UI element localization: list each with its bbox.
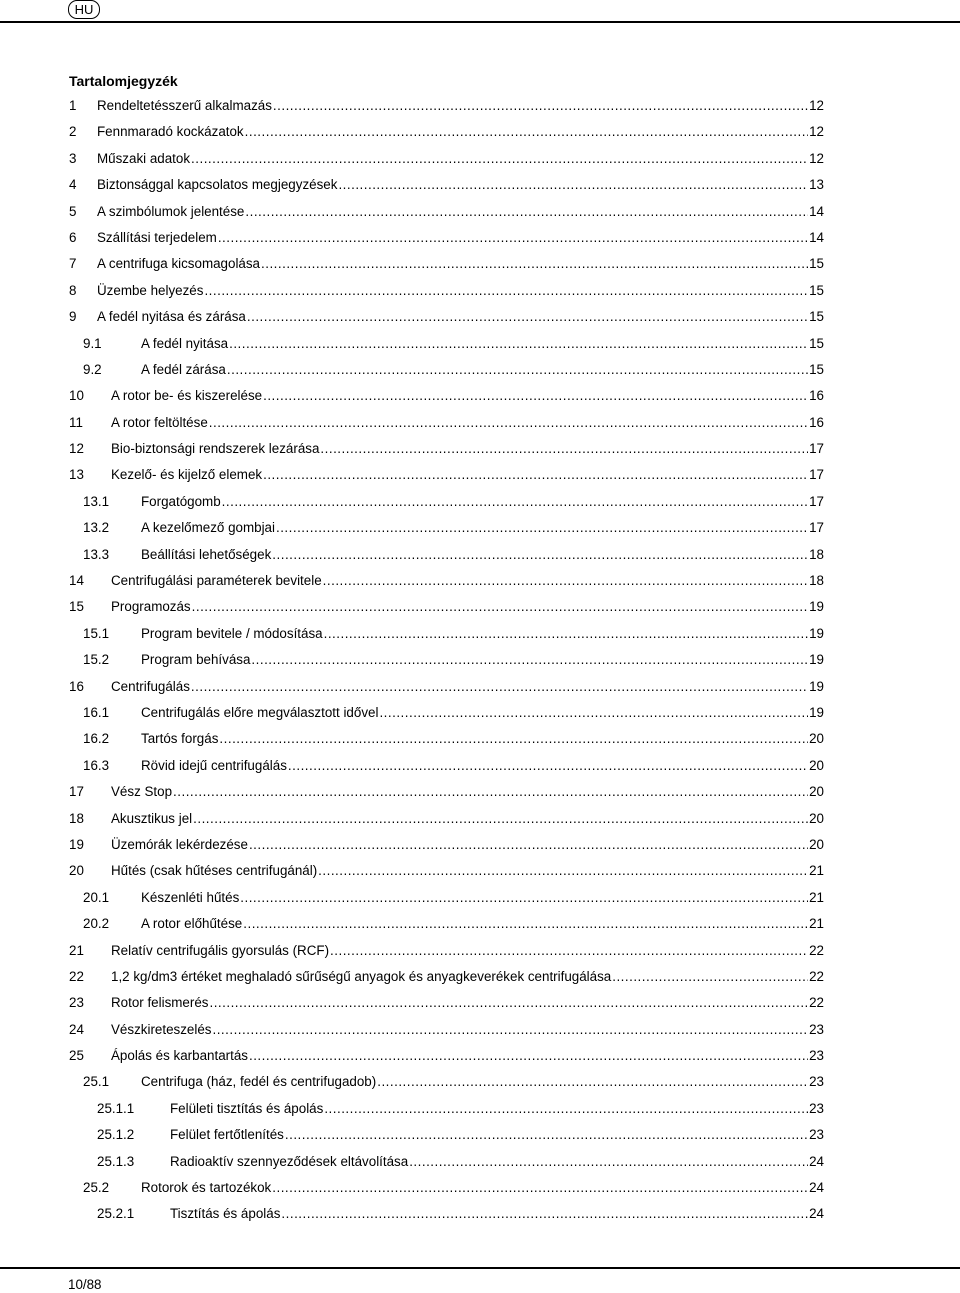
toc-entry-page: 22	[809, 995, 824, 1011]
toc-entry-number: 7	[69, 256, 77, 272]
toc-entry-label: Bio-biztonsági rendszerek lezárása	[111, 441, 320, 457]
toc-entry-page: 17	[809, 441, 824, 457]
toc-entry-label: Szállítási terjedelem	[97, 229, 217, 245]
toc-entry-page: 21	[809, 889, 824, 905]
toc-entry-number: 9	[69, 309, 77, 325]
toc-entry-page: 12	[809, 98, 824, 113]
toc-entry-page: 17	[809, 493, 824, 509]
toc-entry-page: 19	[809, 599, 824, 615]
toc-entry-number: 19	[69, 836, 84, 852]
toc-leader-dots	[318, 862, 808, 880]
toc-entry-page: 23	[809, 1074, 824, 1090]
toc-entry-label: Akusztikus jel	[111, 810, 193, 826]
toc-entry[interactable]	[0, 466, 960, 492]
toc-entry-number: 13.2	[83, 520, 110, 536]
toc-entry[interactable]	[0, 651, 960, 677]
toc-entry[interactable]	[0, 730, 960, 756]
toc-entry-page: 22	[809, 968, 824, 984]
toc-entry-page: 14	[809, 203, 824, 219]
toc-entry-label: Hűtés (csak hűtéses centrifugánál)	[111, 863, 318, 879]
toc-entry-page: 15	[809, 361, 824, 377]
toc-entry[interactable]	[0, 783, 960, 809]
footer-divider	[0, 1267, 960, 1269]
toc-entry[interactable]	[0, 150, 960, 176]
toc-entry-page: 12	[809, 124, 824, 140]
toc-entry-number: 25.1.1	[97, 1100, 135, 1116]
toc-leader-dots	[229, 335, 808, 353]
toc-entry-label: Beállítási lehetőségek	[141, 546, 272, 562]
toc-entry-label: A fedél zárása	[141, 361, 226, 377]
toc-entry-label: Centrifugálás előre megválasztott idővel	[141, 704, 379, 720]
toc-leader-dots	[209, 414, 808, 432]
toc-leader-dots	[193, 810, 808, 828]
toc-leader-dots	[409, 1153, 808, 1171]
toc-entry-label: A rotor feltöltése	[111, 414, 208, 430]
toc-entry-page: 18	[809, 573, 824, 589]
toc-entry-number: 16.1	[83, 704, 110, 720]
toc-leader-dots	[338, 176, 808, 194]
toc-entry-number: 17	[69, 784, 84, 800]
toc-entry-number: 21	[69, 942, 84, 958]
toc-entry-label: 1,2 kg/dm3 értéket meghaladó sűrűségű anyagok és anyagkeverékek centrifugálása	[111, 968, 612, 984]
toc-entry-label: A rotor előhűtése	[141, 916, 243, 932]
toc-entry-number: 25.1.3	[97, 1153, 135, 1169]
toc-entry-label: Rotor felismerés	[111, 995, 209, 1011]
toc-entry-number: 25.2.1	[97, 1206, 135, 1222]
toc-entry-label: Vész Stop	[111, 784, 173, 800]
toc-entry-label: Rotorok és tartozékok	[141, 1180, 272, 1196]
toc-entry[interactable]	[0, 255, 960, 281]
toc-entry-page: 20	[809, 757, 824, 773]
toc-entry-label: A centrifuga kicsomagolása	[97, 256, 261, 272]
toc-leader-dots	[192, 598, 808, 616]
toc-leader-dots	[227, 361, 808, 379]
toc-entry-label: Centrifugálási paraméterek bevitele	[111, 573, 322, 589]
toc-entry[interactable]	[0, 862, 960, 888]
toc-leader-dots	[173, 783, 808, 801]
toc-entry[interactable]	[0, 810, 960, 836]
toc-entry-page: 16	[809, 414, 824, 430]
toc-entry-page: 13	[809, 177, 824, 193]
toc-entry-label: Felületi tisztítás és ápolás	[170, 1100, 324, 1116]
toc-entry[interactable]	[0, 625, 960, 651]
toc-leader-dots	[272, 546, 808, 564]
toc-entry-number: 5	[69, 203, 77, 219]
toc-entry-number: 22	[69, 968, 84, 984]
toc-entry-label: Biztonsággal kapcsolatos megjegyzések	[97, 177, 338, 193]
toc-entry-page: 20	[809, 784, 824, 800]
toc-entry[interactable]	[0, 757, 960, 783]
toc-entry-page: 22	[809, 942, 824, 958]
toc-entry-label: Rendeltetésszerű alkalmazás	[97, 98, 272, 113]
toc-entry[interactable]	[0, 546, 960, 572]
toc-entry[interactable]	[0, 1126, 960, 1152]
toc-entry-label: Forgatógomb	[141, 493, 221, 509]
toc-entry[interactable]	[0, 915, 960, 941]
toc-leader-dots	[272, 1179, 808, 1197]
toc-entry-page: 12	[809, 150, 824, 166]
toc-entry-page: 23	[809, 1127, 824, 1143]
toc-leader-dots	[247, 308, 808, 326]
toc-entry-label: A fedél nyitása és zárása	[97, 309, 246, 325]
toc-title: Tartalomjegyzék	[69, 73, 178, 89]
toc-entry-page: 21	[809, 916, 824, 932]
toc-entry-label: Üzemórák lekérdezése	[111, 836, 248, 852]
toc-entry[interactable]	[0, 203, 960, 229]
toc-entry-page: 17	[809, 467, 824, 483]
toc-entry[interactable]	[0, 282, 960, 308]
toc-leader-dots	[273, 97, 808, 115]
toc-entry-page: 16	[809, 388, 824, 404]
toc-entry-page: 17	[809, 520, 824, 536]
toc-leader-dots	[251, 651, 808, 669]
toc-leader-dots	[249, 1047, 808, 1065]
toc-entry-label: Üzembe helyezés	[97, 282, 204, 298]
toc-entry-page: 15	[809, 256, 824, 272]
toc-entry-label: Centrifuga (ház, fedél és centrifugadob)	[141, 1074, 377, 1090]
toc-entry-number: 15.2	[83, 652, 110, 668]
toc-leader-dots	[218, 229, 808, 247]
toc-entry-number: 25	[69, 1048, 84, 1064]
toc-entry-label: Tartós forgás	[141, 731, 219, 747]
toc-entry[interactable]	[0, 387, 960, 413]
toc-leader-dots	[263, 387, 808, 405]
toc-entry-label: Műszaki adatok	[97, 150, 191, 166]
toc-entry-page: 23	[809, 1021, 824, 1037]
toc-leader-dots	[324, 1100, 808, 1118]
toc-leader-dots	[191, 678, 808, 696]
toc-entry-label: Készenléti hűtés	[141, 889, 240, 905]
toc-entry-number: 10	[69, 388, 84, 404]
toc-entry-number: 20.1	[83, 889, 110, 905]
toc-entry-page: 18	[809, 546, 824, 562]
toc-entry-page: 19	[809, 625, 824, 641]
toc-entry-number: 25.1	[83, 1074, 110, 1090]
language-badge: HU	[68, 0, 100, 19]
toc-leader-dots	[261, 255, 808, 273]
toc-leader-dots	[219, 730, 808, 748]
toc-entry-label: A fedél nyitása	[141, 335, 229, 351]
toc-entry-number: 9.2	[83, 361, 102, 377]
toc-entry-page: 24	[809, 1153, 824, 1169]
toc-entry-number: 13.3	[83, 546, 110, 562]
toc-entry[interactable]	[0, 704, 960, 730]
toc-entry-number: 20	[69, 863, 84, 879]
toc-leader-dots	[222, 493, 808, 511]
toc-entry[interactable]	[0, 572, 960, 598]
toc-entry[interactable]	[0, 1100, 960, 1126]
toc-entry-page: 15	[809, 309, 824, 325]
toc-entry[interactable]	[0, 598, 960, 624]
toc-entry-label: Radioaktív szennyeződések eltávolítása	[170, 1153, 409, 1169]
toc-entry[interactable]	[0, 335, 960, 361]
header-divider	[0, 21, 960, 23]
toc-leader-dots	[243, 915, 808, 933]
toc-entry[interactable]	[0, 1205, 960, 1231]
toc-entry[interactable]	[0, 123, 960, 149]
toc-leader-dots	[245, 203, 808, 221]
toc-entry-number: 13.1	[83, 493, 110, 509]
toc-entry-number: 8	[69, 282, 77, 298]
toc-entry-page: 21	[809, 863, 824, 879]
toc-leader-dots	[245, 123, 808, 141]
toc-entry-label: Program behívása	[141, 652, 251, 668]
toc-entry-label: Felület fertőtlenítés	[170, 1127, 284, 1143]
toc-entry-label: Program bevitele / módosítása	[141, 625, 323, 641]
toc-entry-page: 24	[809, 1180, 824, 1196]
toc-entry-label: Kezelő- és kijelző elemek	[111, 467, 263, 483]
toc-entry-number: 20.2	[83, 916, 110, 932]
toc-entry-page: 20	[809, 836, 824, 852]
toc-entry-number: 23	[69, 995, 84, 1011]
toc-entry-page: 19	[809, 678, 824, 694]
toc-entry-page: 20	[809, 810, 824, 826]
toc-entry-number: 18	[69, 810, 84, 826]
toc-leader-dots	[377, 1073, 808, 1091]
toc-entry-number: 9.1	[83, 335, 102, 351]
toc-entry-number: 14	[69, 573, 84, 589]
toc-leader-dots	[285, 1126, 808, 1144]
toc-entry-number: 16.3	[83, 757, 110, 773]
toc-entry-page: 14	[809, 229, 824, 245]
toc-entry-page: 19	[809, 704, 824, 720]
toc-entry[interactable]	[0, 361, 960, 387]
toc-entry-page: 23	[809, 1048, 824, 1064]
toc-entry[interactable]	[0, 1153, 960, 1179]
toc-leader-dots	[263, 466, 808, 484]
toc-leader-dots	[330, 942, 808, 960]
toc-entry-label: Fennmaradó kockázatok	[97, 124, 244, 140]
toc-entry-number: 15.1	[83, 625, 110, 641]
toc-entry-label: Vészkireteszelés	[111, 1021, 212, 1037]
toc-entry-page: 24	[809, 1206, 824, 1222]
toc-leader-dots	[191, 150, 808, 168]
toc-entry-label: Programozás	[111, 599, 191, 615]
toc-entry-label: Centrifugálás	[111, 678, 190, 694]
toc-entry[interactable]	[0, 97, 960, 123]
page-number: 10/88	[68, 1277, 102, 1292]
toc-entry[interactable]	[0, 994, 960, 1020]
toc-entry[interactable]	[0, 836, 960, 862]
toc-entry-page: 19	[809, 652, 824, 668]
toc-entry-label: Ápolás és karbantartás	[111, 1048, 248, 1064]
toc-leader-dots	[209, 994, 808, 1012]
toc-entry[interactable]	[0, 414, 960, 440]
toc-entry-number: 25.1.2	[97, 1127, 135, 1143]
toc-entry-number: 3	[69, 150, 77, 166]
toc-entry[interactable]	[0, 678, 960, 704]
toc-leader-dots	[281, 1205, 808, 1223]
toc-entry-number: 4	[69, 177, 77, 193]
toc-entry-number: 1	[69, 98, 77, 113]
toc-entry-page: 15	[809, 335, 824, 351]
toc-leader-dots	[612, 968, 808, 986]
toc-leader-dots	[249, 836, 808, 854]
toc-entry[interactable]	[0, 889, 960, 915]
toc-entry[interactable]	[0, 519, 960, 545]
toc-entry-number: 15	[69, 599, 84, 615]
toc-entry[interactable]	[0, 493, 960, 519]
toc-entry-number: 16	[69, 678, 84, 694]
table-of-contents	[0, 97, 960, 1232]
toc-entry[interactable]	[0, 1179, 960, 1205]
toc-entry[interactable]	[0, 229, 960, 255]
toc-entry-label: Rövid idejű centrifugálás	[141, 757, 287, 773]
toc-leader-dots	[212, 1021, 808, 1039]
toc-entry[interactable]	[0, 1073, 960, 1099]
toc-entry-label: A szimbólumok jelentése	[97, 203, 245, 219]
toc-entry-number: 13	[69, 467, 84, 483]
toc-leader-dots	[240, 889, 808, 907]
toc-entry-number: 25.2	[83, 1180, 110, 1196]
toc-leader-dots	[324, 625, 808, 643]
toc-entry[interactable]	[0, 308, 960, 334]
toc-entry-label: A rotor be- és kiszerelése	[111, 388, 263, 404]
toc-entry[interactable]	[0, 176, 960, 202]
toc-leader-dots	[320, 440, 808, 458]
toc-entry[interactable]	[0, 968, 960, 994]
toc-leader-dots	[276, 519, 808, 537]
toc-leader-dots	[379, 704, 808, 722]
toc-entry[interactable]	[0, 1021, 960, 1047]
toc-entry-number: 11	[69, 414, 83, 430]
toc-entry-number: 12	[69, 441, 84, 457]
toc-entry-label: Relatív centrifugális gyorsulás (RCF)	[111, 942, 330, 958]
toc-entry-number: 16.2	[83, 731, 110, 747]
toc-entry-page: 15	[809, 282, 824, 298]
toc-entry[interactable]	[0, 942, 960, 968]
toc-entry[interactable]	[0, 440, 960, 466]
toc-entry-number: 6	[69, 229, 77, 245]
toc-entry-page: 20	[809, 731, 824, 747]
toc-leader-dots	[323, 572, 808, 590]
toc-entry-number: 2	[69, 124, 77, 140]
toc-entry-page: 23	[809, 1100, 824, 1116]
toc-leader-dots	[204, 282, 808, 300]
toc-entry-label: Tisztítás és ápolás	[170, 1206, 281, 1222]
toc-leader-dots	[288, 757, 808, 775]
toc-entry[interactable]	[0, 1047, 960, 1073]
toc-entry-number: 24	[69, 1021, 84, 1037]
toc-entry-label: A kezelőmező gombjai	[141, 520, 275, 536]
